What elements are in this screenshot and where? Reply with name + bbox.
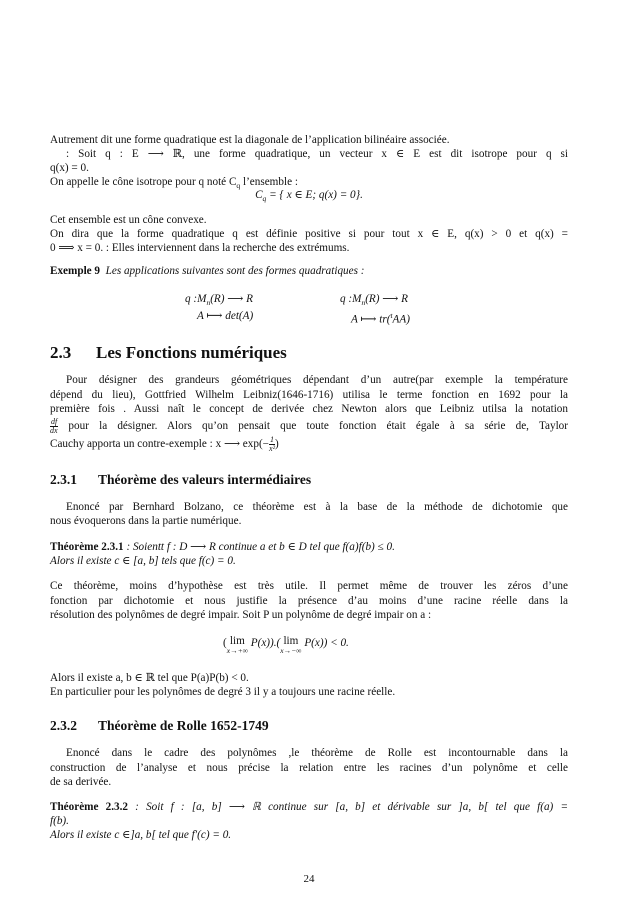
formula-text: = { x ∈ E; q(x) = 0}. xyxy=(266,189,363,201)
formula-text: C xyxy=(255,189,263,201)
subscript: q xyxy=(262,194,267,204)
formula-text: P(x)) < 0. xyxy=(301,637,349,649)
paragraph-line: Enoncé dans le cadre des polynômes ,le théorème de Rolle est incontournable dans la xyxy=(66,747,568,759)
subscript: q xyxy=(236,181,241,191)
subscript: n xyxy=(206,298,211,308)
map-1-bottom: A ⟼ det(A) xyxy=(197,310,254,322)
intro-text: On appelle le cône isotrope pour q noté C xyxy=(50,176,237,188)
intro-line: On dira que la forme quadratique q est définie positive si pour tout x ∈ E, q(x) > 0 et q(x) = xyxy=(50,228,568,240)
theorem-line: Alors il existe c ∈]a, b[ tel que f′(c) = 0. xyxy=(50,829,232,841)
lim-subscript: x→+∞ xyxy=(226,646,248,655)
section-title: Les Fonctions numériques xyxy=(96,343,287,362)
limit-formula xyxy=(223,636,349,655)
superscript: t xyxy=(390,311,393,320)
map-2-top xyxy=(340,292,408,310)
subsection-number: 2.3.1 xyxy=(50,472,77,487)
section-number: 2.3 xyxy=(50,343,72,362)
paragraph-line: première fois . Aussi naît le concept de derivée chez Newton alors que Leibniz utilsa la notation xyxy=(50,403,568,415)
map-2-bottom xyxy=(351,309,410,327)
denominator: dx xyxy=(50,426,58,435)
example-label: Exemple 9 xyxy=(50,265,101,277)
paragraph-line: Pour désigner des grandeurs géométriques dépendant d’un autre(par exemple la température xyxy=(66,374,568,386)
lim-word: lim xyxy=(229,635,245,647)
theorem xyxy=(50,540,568,554)
section-heading xyxy=(50,343,287,363)
example xyxy=(50,264,568,278)
map-text: (R) ⟶ R xyxy=(365,293,408,305)
paragraph-line: de sa derivée. xyxy=(50,776,112,788)
subscript: n xyxy=(361,298,366,308)
lim-word: lim xyxy=(283,635,299,647)
map-text: AA) xyxy=(392,313,410,326)
paragraph-line: En particulier pour les polynômes de degré 3 il y a toujours une racine réelle. xyxy=(50,686,396,698)
theorem-label: Théorème 2.3.2 xyxy=(50,801,129,813)
paragraph-line: Enoncé par Bernhard Bolzano, ce théorème est à la base de la méthode de dichotomie que xyxy=(66,501,568,513)
intro-line: 0 ⟹ x = 0. : Elles interviennent dans la recherche des extrémums. xyxy=(50,242,350,254)
paragraph-line: dépend du lieu), Gottfried Wilhelm Leibniz(1646-1716) utilisa le terme fonction en 1692 pour la xyxy=(50,389,568,401)
theorem-text: : Soit f : [a, b] ⟶ ℝ continue sur [a, b] et dérivable sur ]a, b[ tel que f(a) = xyxy=(128,801,568,813)
theorem xyxy=(50,800,568,814)
paragraph-line: résolution des polynômes de degré impair. Soit P un polynôme de degré impair on a : xyxy=(50,609,432,621)
intro-line: q(x) = 0. xyxy=(50,162,89,174)
theorem-line: f(b). xyxy=(50,815,69,827)
example-text: Les applications suivantes sont des formes quadratiques : xyxy=(105,265,365,277)
denominator: x² xyxy=(269,444,275,453)
paragraph-text: ) xyxy=(275,438,279,451)
formula-text: P(x)).( xyxy=(247,637,281,649)
display-formula xyxy=(50,188,568,206)
intro-line: Cet ensemble est un cône convexe. xyxy=(50,214,207,226)
subsection-title: Théorème des valeurs intermédiaires xyxy=(98,472,312,487)
map-text: (R) ⟶ R xyxy=(210,293,253,305)
paragraph-line: Ce théorème, moins d’hypothèse est très utile. Il permet même de trouver les zéros d’une xyxy=(50,580,568,592)
numerator: 1 xyxy=(270,435,274,444)
theorem-label: Théorème 2.3.1 xyxy=(50,541,124,553)
theorem-line: Alors il existe c ∈ [a, b] tels que f(c) = 0. xyxy=(50,555,236,567)
map-text: q :M xyxy=(340,293,362,305)
limit xyxy=(227,636,248,655)
map-text: q :M xyxy=(185,293,207,305)
paragraph-text: pour la désigner. Alors qu’on pensait que toute fonction était égale à sa série de, Taylor xyxy=(58,420,568,433)
subsection-title: Théorème de Rolle 1652-1749 xyxy=(98,718,269,733)
subsection-heading xyxy=(50,718,269,734)
paragraph-line: Alors il existe a, b ∈ ℝ tel que P(a)P(b) < 0. xyxy=(50,672,249,684)
paragraph-line: fonction par dichotomie et nous justifie la présence d’au moins d’une racine réelle dans la xyxy=(50,595,568,607)
paragraph-text: Cauchy apporta un contre-exemple : x ⟶ exp(− xyxy=(50,438,269,451)
page-number: 24 xyxy=(303,873,315,885)
paragraph-line: construction de l’analyse et nous précise la relation entre les racines d’un polynôme et celle xyxy=(50,762,568,774)
lim-subscript: x→−∞ xyxy=(280,646,302,655)
limit xyxy=(280,636,301,655)
paragraph-line xyxy=(50,436,568,453)
subsection-heading xyxy=(50,472,311,488)
numerator: df xyxy=(51,417,58,426)
fraction xyxy=(50,418,58,435)
formula-text: ( xyxy=(223,637,227,649)
intro-line: : Soit q : E ⟶ ℝ, une forme quadratique, un vecteur x ∈ E est dit isotrope pour q si xyxy=(66,148,568,160)
map-text: A ⟼ tr( xyxy=(351,313,391,326)
theorem-text: : Soientt f : D ⟶ R continue a et b ∈ D tel que f(a)f(b) ≤ 0. xyxy=(123,541,395,553)
paragraph-line xyxy=(50,418,568,435)
paragraph-line: nous évoquerons dans la partie numérique. xyxy=(50,515,242,527)
map-1-top xyxy=(185,292,253,310)
intro-text: l’ensemble : xyxy=(240,176,298,188)
intro-line: Autrement dit une forme quadratique est la diagonale de l’application bilinéaire associée. xyxy=(50,134,450,146)
subsection-number: 2.3.2 xyxy=(50,718,77,733)
